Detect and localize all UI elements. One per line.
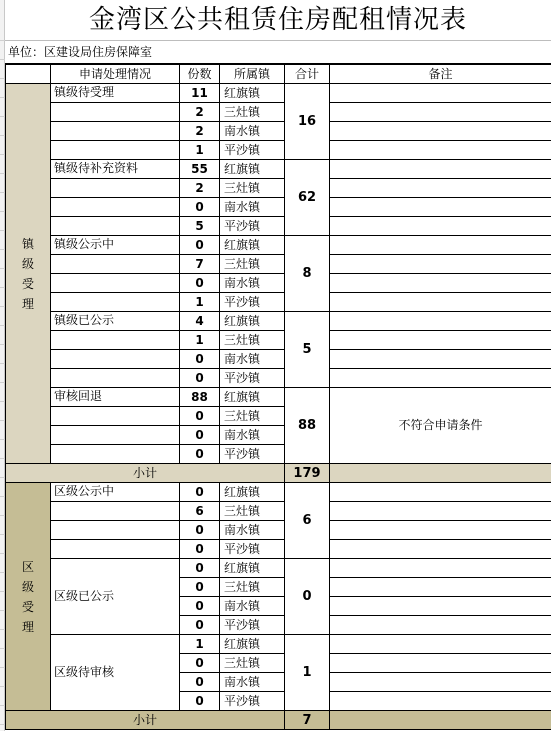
stage-cell[interactable]: 镇级待受理	[51, 84, 180, 103]
count-cell[interactable]: 1	[180, 635, 220, 654]
header-town: 所属镇	[220, 65, 285, 84]
count-cell[interactable]: 2	[180, 179, 220, 198]
group-total-cell[interactable]: 1	[285, 635, 330, 711]
count-cell[interactable]: 0	[180, 483, 220, 502]
stage-cell[interactable]	[51, 445, 180, 464]
note-cell[interactable]	[330, 293, 551, 312]
town-cell[interactable]: 南水镇	[220, 521, 285, 540]
count-cell[interactable]: 0	[180, 445, 220, 464]
town-cell[interactable]: 三灶镇	[220, 407, 285, 426]
town-cell[interactable]: 平沙镇	[220, 445, 285, 464]
group-total-cell[interactable]: 6	[285, 483, 330, 559]
note-cell[interactable]	[330, 198, 551, 217]
section-label	[6, 483, 51, 711]
town-cell[interactable]: 红旗镇	[220, 84, 285, 103]
table-row	[6, 103, 551, 122]
stage-cell[interactable]	[51, 122, 180, 141]
count-cell[interactable]: 1	[180, 141, 220, 160]
count-cell[interactable]: 0	[180, 426, 220, 445]
town-cell[interactable]: 南水镇	[220, 597, 285, 616]
table-row	[6, 369, 551, 388]
town-cell[interactable]: 红旗镇	[220, 559, 285, 578]
group-total-cell[interactable]: 8	[285, 236, 330, 312]
town-cell[interactable]: 南水镇	[220, 350, 285, 369]
stage-cell[interactable]: 区级已公示	[51, 559, 180, 635]
table-row	[6, 559, 551, 578]
town-cell[interactable]: 红旗镇	[220, 483, 285, 502]
town-cell[interactable]: 南水镇	[220, 426, 285, 445]
table-row	[6, 198, 551, 217]
stage-cell[interactable]	[51, 350, 180, 369]
subtotal-value[interactable]: 7	[285, 711, 330, 730]
note-cell[interactable]	[330, 217, 551, 236]
header-note: 备注	[330, 65, 551, 84]
town-cell[interactable]: 红旗镇	[220, 236, 285, 255]
stage-cell[interactable]	[51, 255, 180, 274]
group-total-cell[interactable]: 16	[285, 84, 330, 160]
stage-cell[interactable]: 镇级待补充资料	[51, 160, 180, 179]
table-row	[6, 388, 551, 407]
town-cell[interactable]: 南水镇	[220, 274, 285, 293]
subtotal-note[interactable]	[330, 711, 551, 730]
stage-cell[interactable]: 审核回退	[51, 388, 180, 407]
table-row	[6, 502, 551, 521]
subtotal-label: 小计	[6, 464, 285, 483]
note-cell[interactable]	[330, 331, 551, 350]
table-body	[6, 84, 551, 730]
note-cell[interactable]	[330, 160, 551, 179]
table-row	[6, 274, 551, 293]
stage-cell[interactable]	[51, 426, 180, 445]
note-cell[interactable]	[330, 673, 551, 692]
town-cell[interactable]: 三灶镇	[220, 654, 285, 673]
table-row	[6, 236, 551, 255]
group-total-cell[interactable]: 5	[285, 312, 330, 388]
town-cell[interactable]: 平沙镇	[220, 692, 285, 711]
group-total-cell[interactable]: 0	[285, 559, 330, 635]
count-cell[interactable]: 1	[180, 293, 220, 312]
town-cell[interactable]: 红旗镇	[220, 312, 285, 331]
stage-cell[interactable]: 区级公示中	[51, 483, 180, 502]
stage-cell[interactable]: 区级待审核	[51, 635, 180, 711]
header-row	[6, 65, 551, 84]
group-total-cell[interactable]: 88	[285, 388, 330, 464]
count-cell[interactable]: 0	[180, 198, 220, 217]
table-row	[6, 483, 551, 502]
town-cell[interactable]: 平沙镇	[220, 217, 285, 236]
town-cell[interactable]: 平沙镇	[220, 369, 285, 388]
stage-cell[interactable]	[51, 141, 180, 160]
note-cell[interactable]	[330, 578, 551, 597]
note-cell[interactable]	[330, 540, 551, 559]
table-row	[6, 84, 551, 103]
town-cell[interactable]: 红旗镇	[220, 388, 285, 407]
stage-cell[interactable]	[51, 407, 180, 426]
count-cell[interactable]: 11	[180, 84, 220, 103]
section-label-text: 区级受理	[21, 559, 34, 634]
note-cell[interactable]	[330, 692, 551, 711]
count-cell[interactable]: 7	[180, 255, 220, 274]
count-cell[interactable]: 0	[180, 654, 220, 673]
section-label-text: 镇级受理	[21, 236, 34, 311]
note-cell[interactable]	[330, 350, 551, 369]
table-row	[6, 350, 551, 369]
count-cell[interactable]: 0	[180, 274, 220, 293]
town-cell[interactable]: 平沙镇	[220, 616, 285, 635]
note-cell[interactable]	[330, 483, 551, 502]
note-cell[interactable]	[330, 502, 551, 521]
count-cell[interactable]: 5	[180, 217, 220, 236]
town-cell[interactable]: 三灶镇	[220, 103, 285, 122]
town-cell[interactable]: 南水镇	[220, 122, 285, 141]
sheet-title: 金湾区公共租赁住房配租情况表	[88, 5, 467, 35]
town-cell[interactable]: 三灶镇	[220, 179, 285, 198]
unit-label: 单位：区建设局住房保障室	[5, 40, 551, 64]
subtotal-row	[6, 711, 551, 730]
count-cell[interactable]: 0	[180, 616, 220, 635]
subtotal-value[interactable]: 179	[285, 464, 330, 483]
subtotal-label: 小计	[6, 711, 285, 730]
note-cell[interactable]	[330, 597, 551, 616]
count-cell[interactable]: 88	[180, 388, 220, 407]
town-cell[interactable]: 三灶镇	[220, 331, 285, 350]
stage-cell[interactable]	[51, 521, 180, 540]
stage-cell[interactable]: 镇级已公示	[51, 312, 180, 331]
town-cell[interactable]: 三灶镇	[220, 502, 285, 521]
header-stage: 申请处理情况	[51, 65, 180, 84]
table-row	[6, 122, 551, 141]
stage-cell[interactable]	[51, 198, 180, 217]
note-cell[interactable]	[330, 616, 551, 635]
stage-cell[interactable]	[51, 540, 180, 559]
town-cell[interactable]: 平沙镇	[220, 141, 285, 160]
table-row	[6, 331, 551, 350]
note-cell[interactable]	[330, 103, 551, 122]
stage-cell[interactable]	[51, 369, 180, 388]
header-count: 份数	[180, 65, 220, 84]
section-label	[6, 84, 51, 464]
note-cell[interactable]	[330, 635, 551, 654]
table-row	[6, 312, 551, 331]
table-row	[6, 521, 551, 540]
town-cell[interactable]: 三灶镇	[220, 255, 285, 274]
stage-cell[interactable]	[51, 217, 180, 236]
count-cell[interactable]: 0	[180, 578, 220, 597]
note-cell[interactable]	[330, 274, 551, 293]
note-cell[interactable]	[330, 84, 551, 103]
note-cell[interactable]	[330, 559, 551, 578]
table-row	[6, 540, 551, 559]
town-cell[interactable]: 红旗镇	[220, 160, 285, 179]
note-cell[interactable]	[330, 369, 551, 388]
stage-cell[interactable]	[51, 293, 180, 312]
table-row	[6, 255, 551, 274]
note-cell[interactable]	[330, 654, 551, 673]
count-cell[interactable]: 0	[180, 540, 220, 559]
allocation-table	[5, 64, 551, 730]
table-row	[6, 141, 551, 160]
town-cell[interactable]: 平沙镇	[220, 293, 285, 312]
table-row	[6, 217, 551, 236]
header-total: 合计	[285, 65, 330, 84]
note-cell[interactable]	[330, 521, 551, 540]
count-cell[interactable]: 2	[180, 103, 220, 122]
table-row	[6, 160, 551, 179]
town-cell[interactable]: 平沙镇	[220, 540, 285, 559]
table-row	[6, 635, 551, 654]
note-cell[interactable]: 不符合申请条件	[330, 388, 551, 464]
note-cell[interactable]	[330, 255, 551, 274]
count-cell[interactable]: 0	[180, 369, 220, 388]
stage-cell[interactable]	[51, 331, 180, 350]
stage-cell[interactable]	[51, 103, 180, 122]
note-cell[interactable]	[330, 122, 551, 141]
subtotal-row	[6, 464, 551, 483]
count-cell[interactable]: 0	[180, 521, 220, 540]
note-cell[interactable]	[330, 312, 551, 331]
count-cell[interactable]: 0	[180, 673, 220, 692]
count-cell[interactable]: 0	[180, 692, 220, 711]
count-cell[interactable]: 55	[180, 160, 220, 179]
header-blank	[6, 65, 51, 84]
town-cell[interactable]: 南水镇	[220, 198, 285, 217]
count-cell[interactable]: 0	[180, 559, 220, 578]
stage-cell[interactable]	[51, 274, 180, 293]
count-cell[interactable]: 0	[180, 597, 220, 616]
stage-cell[interactable]	[51, 179, 180, 198]
count-cell[interactable]: 0	[180, 407, 220, 426]
count-cell[interactable]: 4	[180, 312, 220, 331]
subtotal-note[interactable]	[330, 464, 551, 483]
count-cell[interactable]: 6	[180, 502, 220, 521]
town-cell[interactable]: 三灶镇	[220, 578, 285, 597]
group-total-cell[interactable]: 62	[285, 160, 330, 236]
note-cell[interactable]	[330, 141, 551, 160]
town-cell[interactable]: 南水镇	[220, 673, 285, 692]
count-cell[interactable]: 0	[180, 350, 220, 369]
note-cell[interactable]	[330, 236, 551, 255]
stage-cell[interactable]: 镇级公示中	[51, 236, 180, 255]
count-cell[interactable]: 0	[180, 236, 220, 255]
table-row	[6, 293, 551, 312]
stage-cell[interactable]	[51, 502, 180, 521]
count-cell[interactable]: 2	[180, 122, 220, 141]
note-cell[interactable]	[330, 179, 551, 198]
town-cell[interactable]: 红旗镇	[220, 635, 285, 654]
table-row	[6, 179, 551, 198]
count-cell[interactable]: 1	[180, 331, 220, 350]
